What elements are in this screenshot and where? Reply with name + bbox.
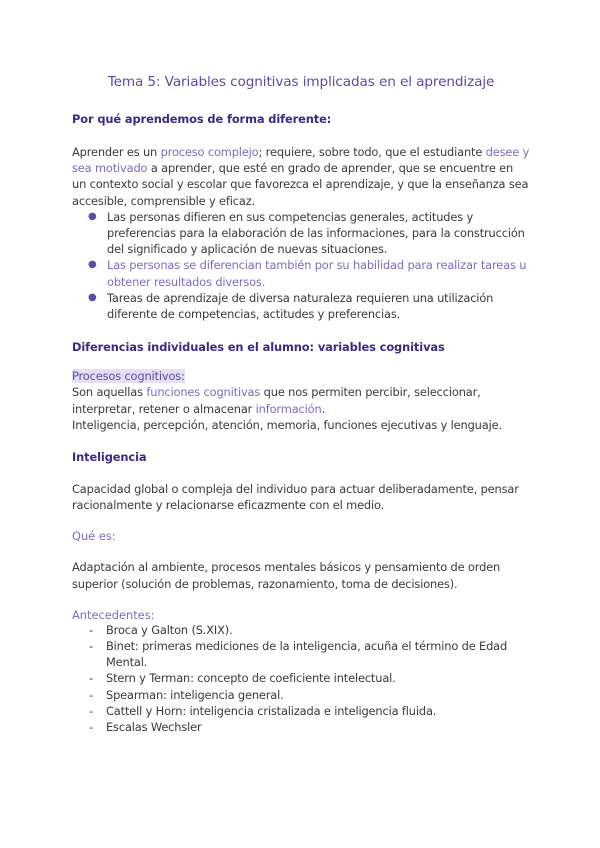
inteligencia-definition: Capacidad global o compleja del individuo para actuar deliberadamente, pensar racionalmente y relacionarse eficazmente con el medio.: [72, 482, 519, 513]
procesos-list-line: Inteligencia, percepción, atención, memoria, funciones ejecutivas y lenguaje.: [72, 417, 502, 432]
bullet-icon: ●: [88, 259, 97, 271]
term-informacion: información: [255, 401, 322, 416]
intro-paragraph: Aprender es un proceso complejo; requiere, sobre todo, que el estudiante desee y sea motivado a aprender, que esté en grado de aprender, que se encuentre en un contexto social y escolar que favorezca el aprendizaje, y que la enseñanza sea accesible, comprensible y eficaz.: [72, 145, 530, 208]
dash-icon: -: [89, 639, 93, 654]
term-proceso-complejo: proceso complejo: [160, 145, 259, 159]
que-es-text: Adaptación al ambiente, procesos mentales básicos y pensamiento de orden superior (solución de problemas, razonamiento, toma de decisiones).: [72, 560, 501, 591]
list-item: ● Tareas de aprendizaje de diversa naturaleza requieren una utilización diferente de competencias, actitudes y preferencias.: [88, 290, 494, 322]
dash-icon: -: [89, 703, 93, 718]
list-item: ● Las personas se diferencian también por su habilidad para realizar tareas u obtener resultados diversos.: [88, 258, 527, 289]
antecedentes-label: Antecedentes:: [72, 607, 155, 622]
term-desee-motivado: desee y sea motivado: [72, 145, 530, 176]
que-es-label: Qué es:: [72, 529, 116, 544]
bullet-icon: ●: [88, 291, 97, 303]
section-heading-differences: Diferencias individuales en el alumno: variables cognitivas: [72, 340, 445, 355]
section-heading-inteligencia: Inteligencia: [72, 450, 147, 465]
list-item: - Stern y Terman: concepto de coeficiente intelectual.: [89, 671, 396, 686]
procesos-label-line: [72, 368, 530, 384]
list-item: - Cattell y Horn: inteligencia cristalizada e inteligencia fluida.: [89, 703, 437, 718]
procesos-cognitivos-label: Procesos cognitivos:: [72, 369, 185, 384]
bullet-list: [72, 209, 530, 322]
page-title: Tema 5: Variables cognitivas implicadas en el aprendizaje: [107, 74, 495, 90]
bullet-icon: ●: [88, 210, 97, 222]
dash-icon: -: [89, 687, 93, 702]
dash-icon: -: [89, 671, 93, 686]
list-item: - Escalas Wechsler: [89, 720, 202, 735]
dash-icon: -: [89, 720, 93, 735]
list-item: ● Las personas difieren en sus competencias generales, actitudes y preferencias para la elaboración de las informaciones, para la construcción del significado y aplicación de nuevas situaciones.: [88, 209, 525, 257]
list-item: - Broca y Galton (S.XIX).: [89, 622, 233, 637]
section-heading-why: Por qué aprendemos de forma diferente:: [72, 112, 332, 126]
list-item: - Binet: primeras mediciones de la inteligencia, acuña el término de Edad Mental.: [89, 639, 508, 670]
antecedentes-list: [72, 622, 530, 735]
dash-icon: -: [89, 622, 93, 637]
term-funciones-cognitivas: funciones cognitivas: [146, 385, 261, 400]
list-item: - Spearman: inteligencia general.: [89, 687, 284, 702]
procesos-definition: Son aquellas funciones cognitivas que nos permiten percibir, seleccionar, interpretar, retener o almacenar información.: [72, 385, 481, 416]
